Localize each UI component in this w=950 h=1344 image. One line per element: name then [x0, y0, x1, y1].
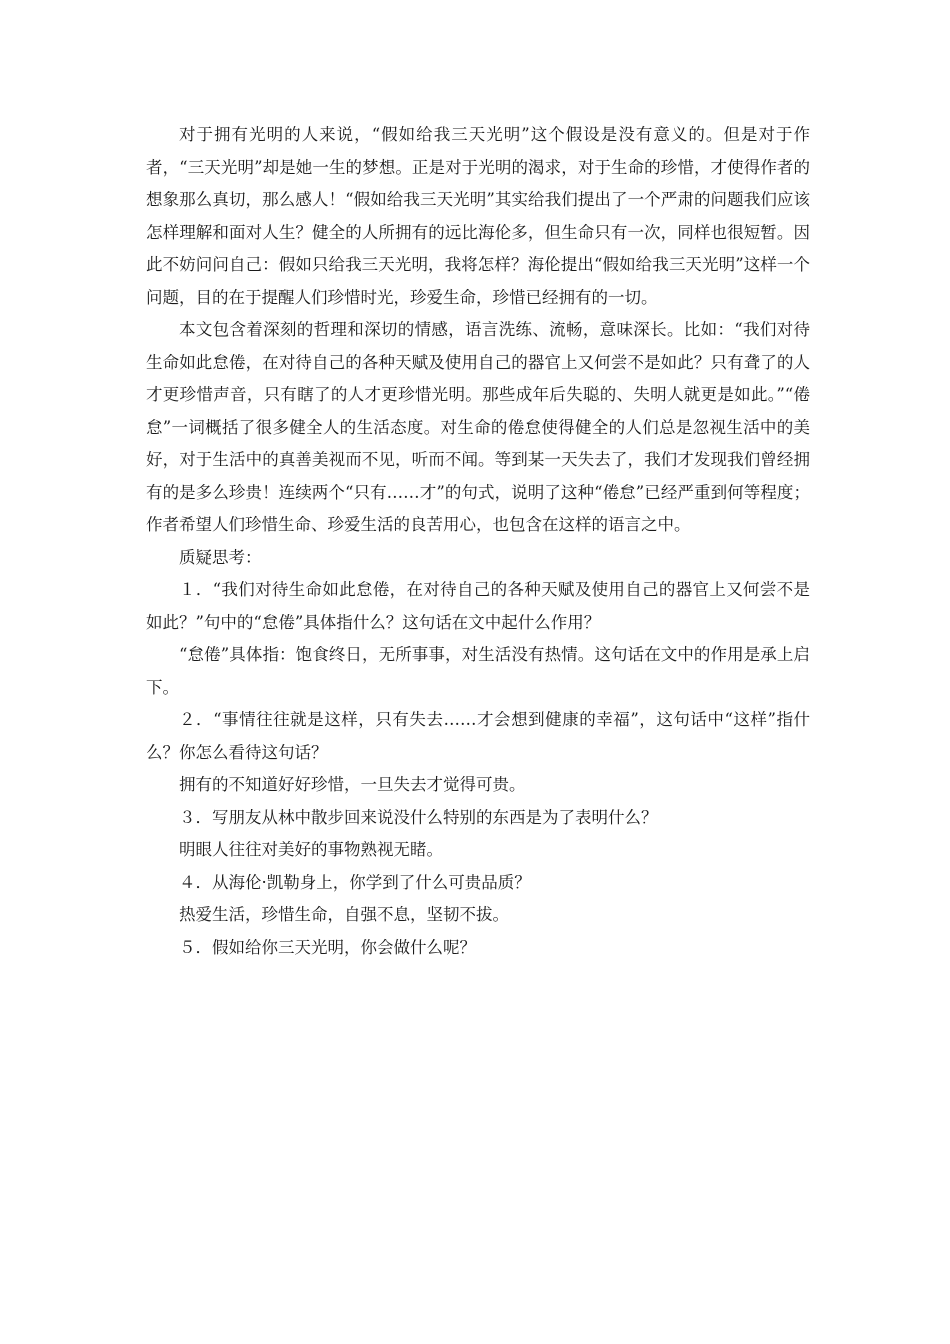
question-3: ３．写朋友从林中散步回来说没什么特别的东西是为了表明什么？ — [179, 807, 658, 827]
answer-4: 热爱生活，珍惜生命，自强不息，坚韧不拔。 — [179, 905, 509, 924]
question-2: ２．“事情往往就是这样，只有失去……才会想到健康的幸福”，这句话中“这样”指什么？你怎么看待这句话？ — [146, 710, 810, 762]
question-4: ４．从海伦·凯勒身上，你学到了什么可贵品质？ — [179, 872, 531, 892]
question-5: ５．假如给你三天光明，你会做什么呢？ — [179, 937, 476, 957]
body-paragraph: 对于拥有光明的人来说，“假如给我三天光明”这个假设是没有意义的。但是对于作者，“三天光明”却是她一生的梦想。正是对于光明的渴求，对于生命的珍惜，才使得作者的想象那么真切，那么感人！“假如给我三天光明”其实给我们提出了一个严肃的问题我们应该怎样理解和面对人生？健全的人所拥有的远比海伦多，但生命只有一次，同样也很短暂。因此不妨问问自己：假如只给我三天光明，我将怎样？海伦提出“假如给我三天光明”这样一个问题，目的在于提醒人们珍惜时光，珍爱生命，珍惜已经拥有的一切。 — [146, 125, 810, 307]
body-paragraph: 本文包含着深刻的哲理和深切的情感，语言洗练、流畅，意味深长。比如：“我们对待生命如此怠倦，在对待自己的各种天赋及使用自己的器官上又何尝不是如此？只有聋了的人才更珍惜声音，只有瞎了的人才更珍惜光明。那些成年后失聪的、失明人就更是如此。”“倦怠”一词概括了很多健全人的生活态度。对生命的倦怠使得健全的人们总是忽视生活中的美好，对于生活中的真善美视而不见，听而不闻。等到某一天失去了，我们才发现我们曾经拥有的是多么珍贵！连续两个“只有……才”的句式，说明了这种“倦怠”已经严重到何等程度；作者希望人们珍惜生命、珍爱生活的良苦用心，也包含在这样的语言之中。 — [146, 320, 810, 534]
answer-3: 明眼人往往对美好的事物熟视无睹。 — [179, 840, 443, 859]
section-heading: 质疑思考： — [179, 547, 262, 567]
question-1: １．“我们对待生命如此怠倦，在对待自己的各种天赋及使用自己的器官上又何尝不是如此？”句中的“怠倦”具体指什么？这句话在文中起什么作用？ — [146, 580, 810, 632]
document-page — [146, 119, 810, 964]
answer-2: 拥有的不知道好好珍惜，一旦失去才觉得可贵。 — [179, 775, 526, 794]
answer-1: “怠倦”具体指：饱食终日，无所事事，对生活没有热情。这句话在文中的作用是承上启下。 — [146, 645, 810, 697]
